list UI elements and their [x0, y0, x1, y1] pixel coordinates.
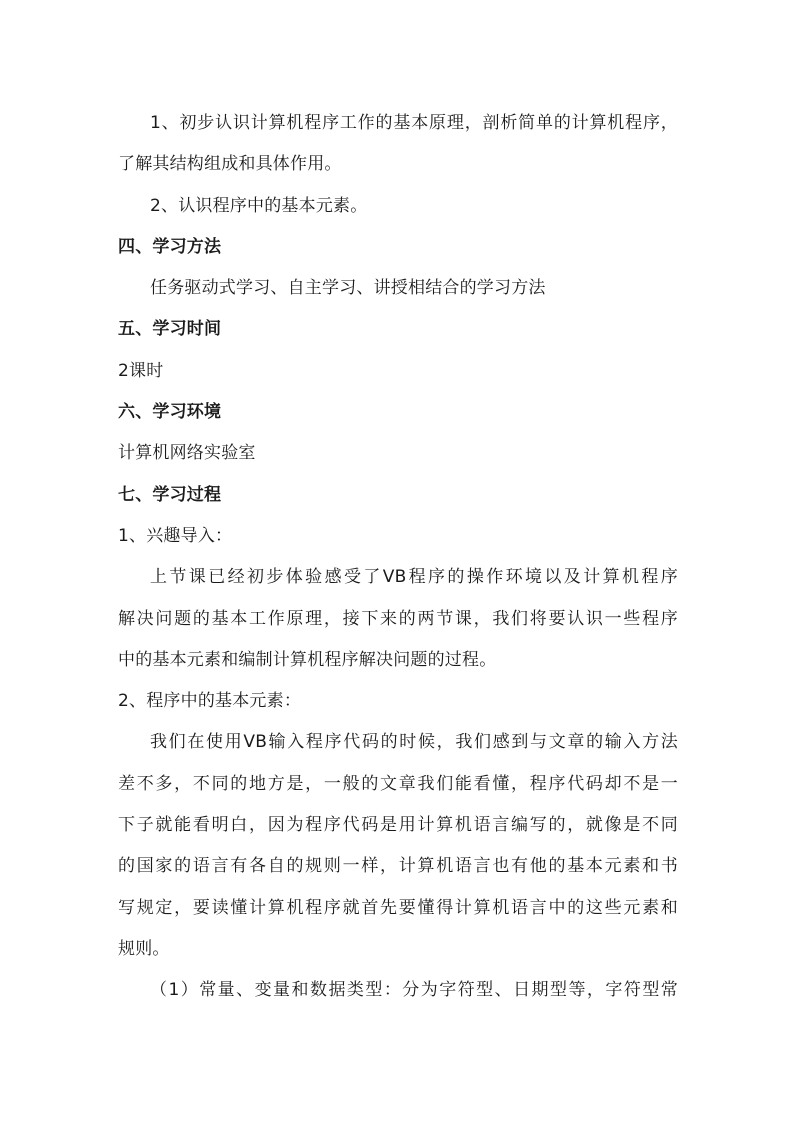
paragraph-intro-line-1: 上节课已经初步体验感受了VB程序的操作环境以及计算机程序	[150, 567, 678, 588]
section-heading-learning-time: 五、学习时间	[118, 319, 222, 340]
document-body	[118, 103, 678, 1012]
paragraph-elements-line-5: 写规定，要读懂计算机程序就首先要懂得计算机语言中的这些元素和	[118, 897, 678, 918]
objective-item-2: 2、认识程序中的基本元素。	[150, 195, 368, 216]
subitem-constants-variables-line-1: （1）常量、变量和数据类型：分为字符型、日期型等，字符型常	[150, 980, 678, 1001]
paragraph-elements-line-2: 差不多，不同的地方是，一般的文章我们能看懂，程序代码却不是一	[118, 773, 678, 794]
learning-method-text: 任务驱动式学习、自主学习、讲授相结合的学习方法	[150, 278, 546, 299]
paragraph-intro-line-3: 中的基本元素和编制计算机程序解决问题的过程。	[118, 649, 497, 670]
paragraph-elements-line-3: 下子就能看明白，因为程序代码是用计算机语言编写的，就像是不同	[118, 815, 678, 836]
section-heading-learning-environment: 六、学习环境	[118, 402, 222, 423]
learning-environment-text: 计算机网络实验室	[118, 443, 256, 464]
learning-time-text: 2课时	[118, 360, 164, 381]
process-step-1-title: 1、兴趣导入：	[118, 525, 233, 546]
section-heading-learning-method: 四、学习方法	[118, 236, 222, 257]
objective-item-1-line-2: 了解其结构组成和具体作用。	[118, 154, 342, 175]
paragraph-elements-line-1: 我们在使用VB输入程序代码的时候，我们感到与文章的输入方法	[150, 732, 678, 753]
section-heading-learning-process: 七、学习过程	[118, 484, 222, 505]
paragraph-intro-line-2: 解决问题的基本工作原理，接下来的两节课，我们将要认识一些程序	[118, 608, 678, 629]
paragraph-elements-line-4: 的国家的语言有各自的规则一样，计算机语言也有他的基本元素和书	[118, 856, 678, 877]
objective-item-1-line-1: 1、初步认识计算机程序工作的基本原理，剖析简单的计算机程序，	[150, 113, 678, 133]
process-step-2-title: 2、程序中的基本元素：	[118, 691, 302, 712]
paragraph-elements-line-6: 规则。	[118, 938, 170, 959]
